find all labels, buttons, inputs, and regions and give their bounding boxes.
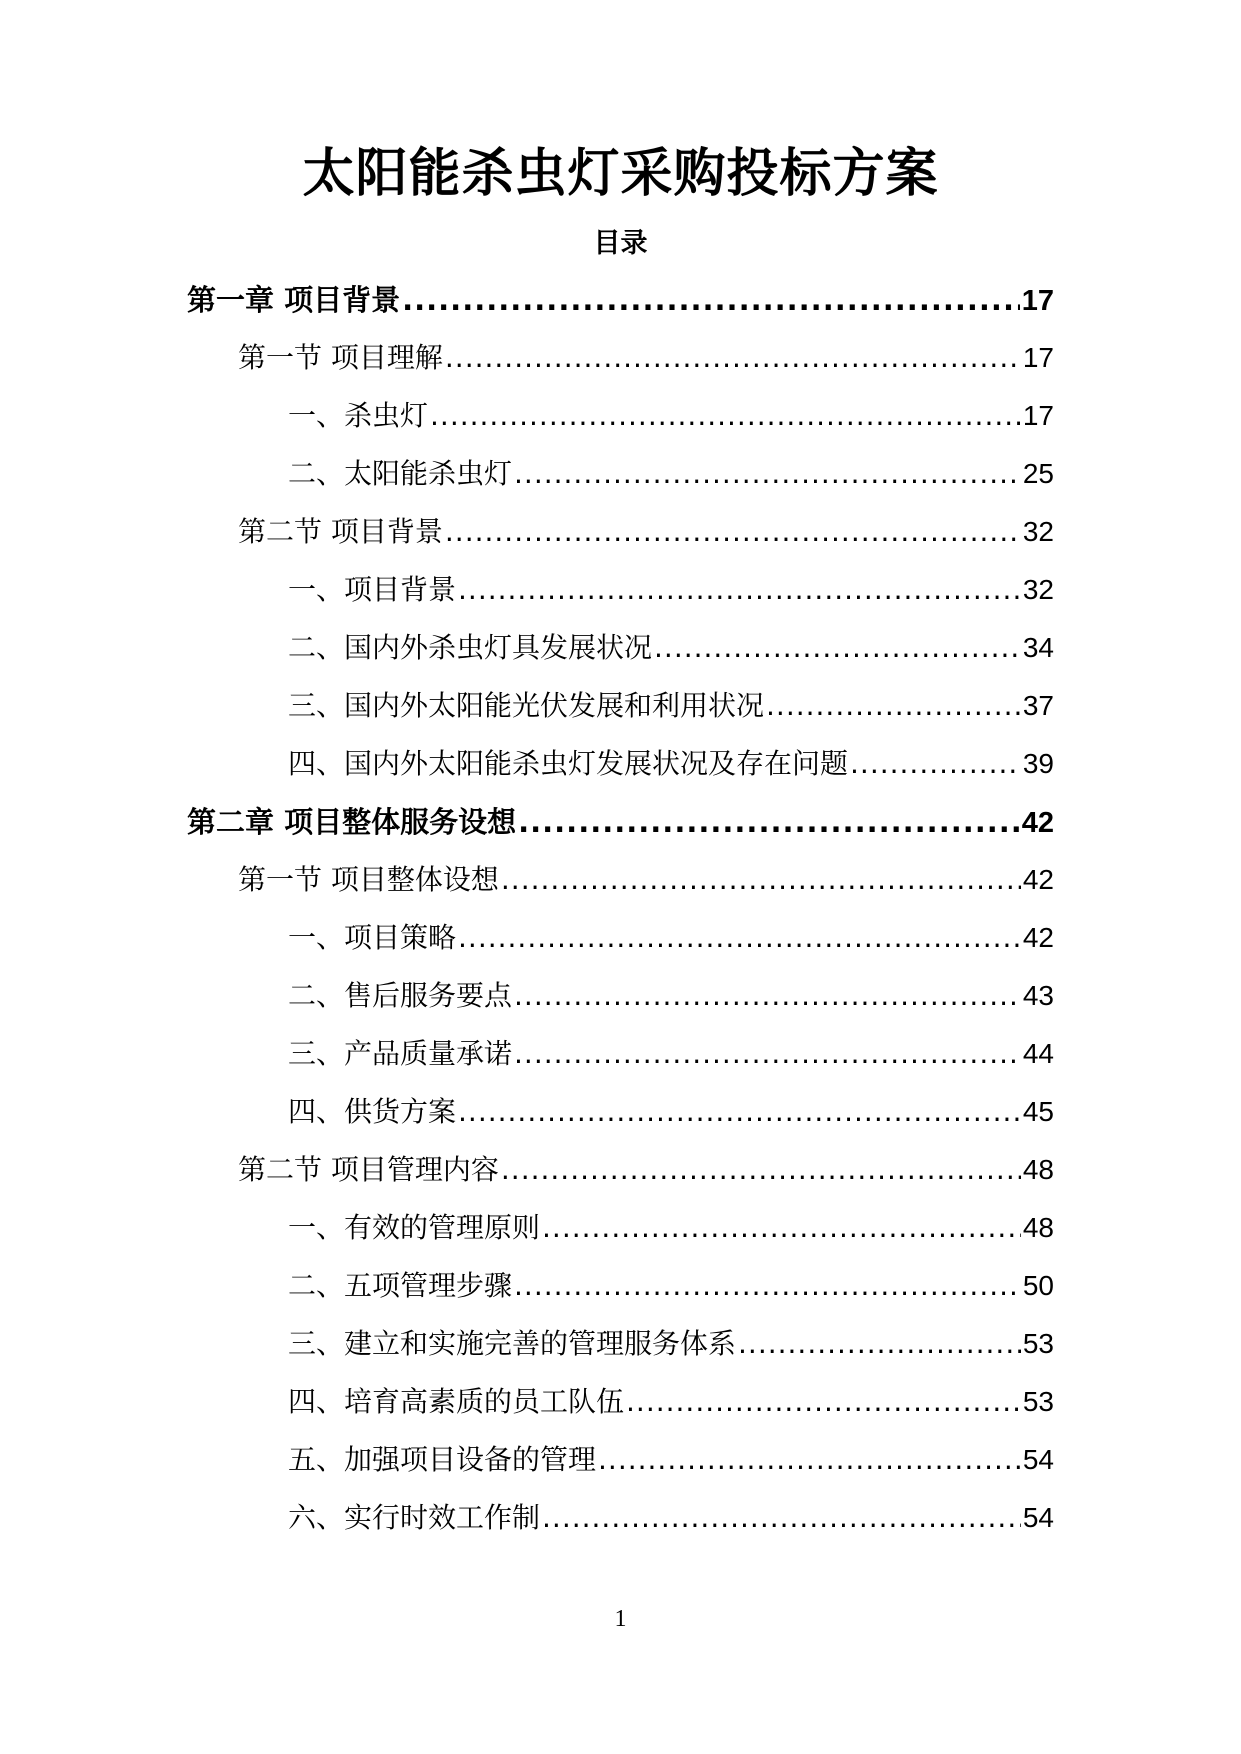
toc-entry-page: 44 xyxy=(1022,1038,1054,1069)
toc-entry-subsection[interactable] xyxy=(288,686,1054,726)
toc-entry-subsection[interactable] xyxy=(288,1324,1054,1364)
toc-leader-dots xyxy=(514,454,1021,494)
toc-heading: 目录 xyxy=(593,228,648,259)
toc-entry-text: 一、项目策略 xyxy=(288,921,457,954)
toc-entry-text: 三、产品质量承诺 xyxy=(288,1037,513,1070)
toc-entry-page: 45 xyxy=(1022,1096,1054,1127)
toc-entry-page: 48 xyxy=(1022,1154,1054,1185)
toc-entry-page: 37 xyxy=(1022,690,1054,721)
toc-entry-subsection[interactable] xyxy=(288,1034,1054,1074)
toc-leader-dots xyxy=(430,396,1021,436)
toc-leader-dots xyxy=(458,918,1021,958)
toc-entry-text: 三、国内外太阳能光伏发展和利用状况 xyxy=(288,689,765,722)
toc-entry-text: 第一章 项目背景 xyxy=(187,283,401,317)
toc-entry-subsection[interactable] xyxy=(288,1266,1054,1306)
toc-entry-text: 二、太阳能杀虫灯 xyxy=(288,457,513,490)
toc-entry-subsection[interactable] xyxy=(288,918,1054,958)
toc-leader-dots xyxy=(738,1324,1021,1364)
toc-entry-section[interactable] xyxy=(238,338,1054,378)
toc-entry-text: 二、国内外杀虫灯具发展状况 xyxy=(288,631,653,664)
toc-entry-text: 第一节 项目理解 xyxy=(238,341,443,374)
toc-leader-dots xyxy=(654,628,1021,668)
toc-entry-page: 42 xyxy=(1021,807,1054,839)
toc-entry-text: 三、建立和实施完善的管理服务体系 xyxy=(288,1327,737,1360)
toc-leader-dots xyxy=(518,802,1020,842)
toc-entry-chapter[interactable] xyxy=(187,802,1054,842)
toc-entry-text: 一、杀虫灯 xyxy=(288,399,429,432)
toc-entry-page: 32 xyxy=(1022,516,1054,547)
toc-entry-page: 50 xyxy=(1022,1270,1054,1301)
toc-entry-subsection[interactable] xyxy=(288,1440,1054,1480)
toc-entry-section[interactable] xyxy=(238,1150,1054,1190)
toc-entry-subsection[interactable] xyxy=(288,1092,1054,1132)
toc-entry-subsection[interactable] xyxy=(288,628,1054,668)
toc-entry-section[interactable] xyxy=(238,860,1054,900)
toc-entry-page: 25 xyxy=(1022,458,1054,489)
toc-leader-dots xyxy=(458,1092,1021,1132)
toc-entry-chapter[interactable] xyxy=(187,280,1054,320)
toc-entry-page: 43 xyxy=(1022,980,1054,1011)
toc-entry-page: 32 xyxy=(1022,574,1054,605)
toc-entry-text: 第一节 项目整体设想 xyxy=(238,863,499,896)
toc-entry-page: 34 xyxy=(1022,632,1054,663)
toc-entry-page: 42 xyxy=(1022,922,1054,953)
toc-entry-page: 17 xyxy=(1022,342,1054,373)
toc-entry-text: 第二节 项目管理内容 xyxy=(238,1153,499,1186)
toc-entry-subsection[interactable] xyxy=(288,570,1054,610)
toc-leader-dots xyxy=(402,280,1020,320)
toc-entry-section[interactable] xyxy=(238,512,1054,552)
toc-leader-dots xyxy=(501,1150,1021,1190)
page-number: 1 xyxy=(614,1606,627,1632)
toc-entry-page: 54 xyxy=(1022,1502,1054,1533)
toc-entry-text: 四、供货方案 xyxy=(288,1095,457,1128)
toc-leader-dots xyxy=(514,1266,1021,1306)
toc-entry-subsection[interactable] xyxy=(288,1382,1054,1422)
toc-leader-dots xyxy=(598,1440,1021,1480)
toc-entry-page: 48 xyxy=(1022,1212,1054,1243)
toc-entry-text: 第二章 项目整体服务设想 xyxy=(187,805,517,839)
toc-leader-dots xyxy=(542,1498,1021,1538)
toc-leader-dots xyxy=(514,1034,1021,1074)
toc-entry-text: 六、实行时效工作制 xyxy=(288,1501,541,1534)
toc-entry-page: 42 xyxy=(1022,864,1054,895)
toc-entry-text: 一、项目背景 xyxy=(288,573,457,606)
toc-entry-subsection[interactable] xyxy=(288,1208,1054,1248)
toc-leader-dots xyxy=(445,512,1021,552)
toc-entry-subsection[interactable] xyxy=(288,1498,1054,1538)
toc-entry-subsection[interactable] xyxy=(288,976,1054,1016)
toc-entry-text: 四、国内外太阳能杀虫灯发展状况及存在问题 xyxy=(288,747,849,780)
toc-leader-dots xyxy=(514,976,1021,1016)
toc-leader-dots xyxy=(445,338,1021,378)
toc-entry-text: 一、有效的管理原则 xyxy=(288,1211,541,1244)
toc-entry-subsection[interactable] xyxy=(288,744,1054,784)
toc-entry-page: 53 xyxy=(1022,1328,1054,1359)
toc-leader-dots xyxy=(501,860,1021,900)
toc-entry-subsection[interactable] xyxy=(288,454,1054,494)
toc-entry-subsection[interactable] xyxy=(288,396,1054,436)
document-title: 太阳能杀虫灯采购投标方案 xyxy=(302,144,939,204)
toc-entry-text: 二、五项管理步骤 xyxy=(288,1269,513,1302)
toc-leader-dots xyxy=(626,1382,1021,1422)
toc-entry-page: 39 xyxy=(1022,748,1054,779)
toc-entry-text: 第二节 项目背景 xyxy=(238,515,443,548)
toc-leader-dots xyxy=(458,570,1021,610)
toc-entry-page: 54 xyxy=(1022,1444,1054,1475)
toc-entry-page: 17 xyxy=(1021,285,1054,317)
toc-entry-page: 53 xyxy=(1022,1386,1054,1417)
toc-leader-dots xyxy=(766,686,1021,726)
toc-entry-text: 五、加强项目设备的管理 xyxy=(288,1443,597,1476)
toc-entry-text: 四、培育高素质的员工队伍 xyxy=(288,1385,625,1418)
toc-entry-page: 17 xyxy=(1022,400,1054,431)
toc-entry-text: 二、售后服务要点 xyxy=(288,979,513,1012)
toc-leader-dots xyxy=(850,744,1021,784)
toc-leader-dots xyxy=(542,1208,1021,1248)
